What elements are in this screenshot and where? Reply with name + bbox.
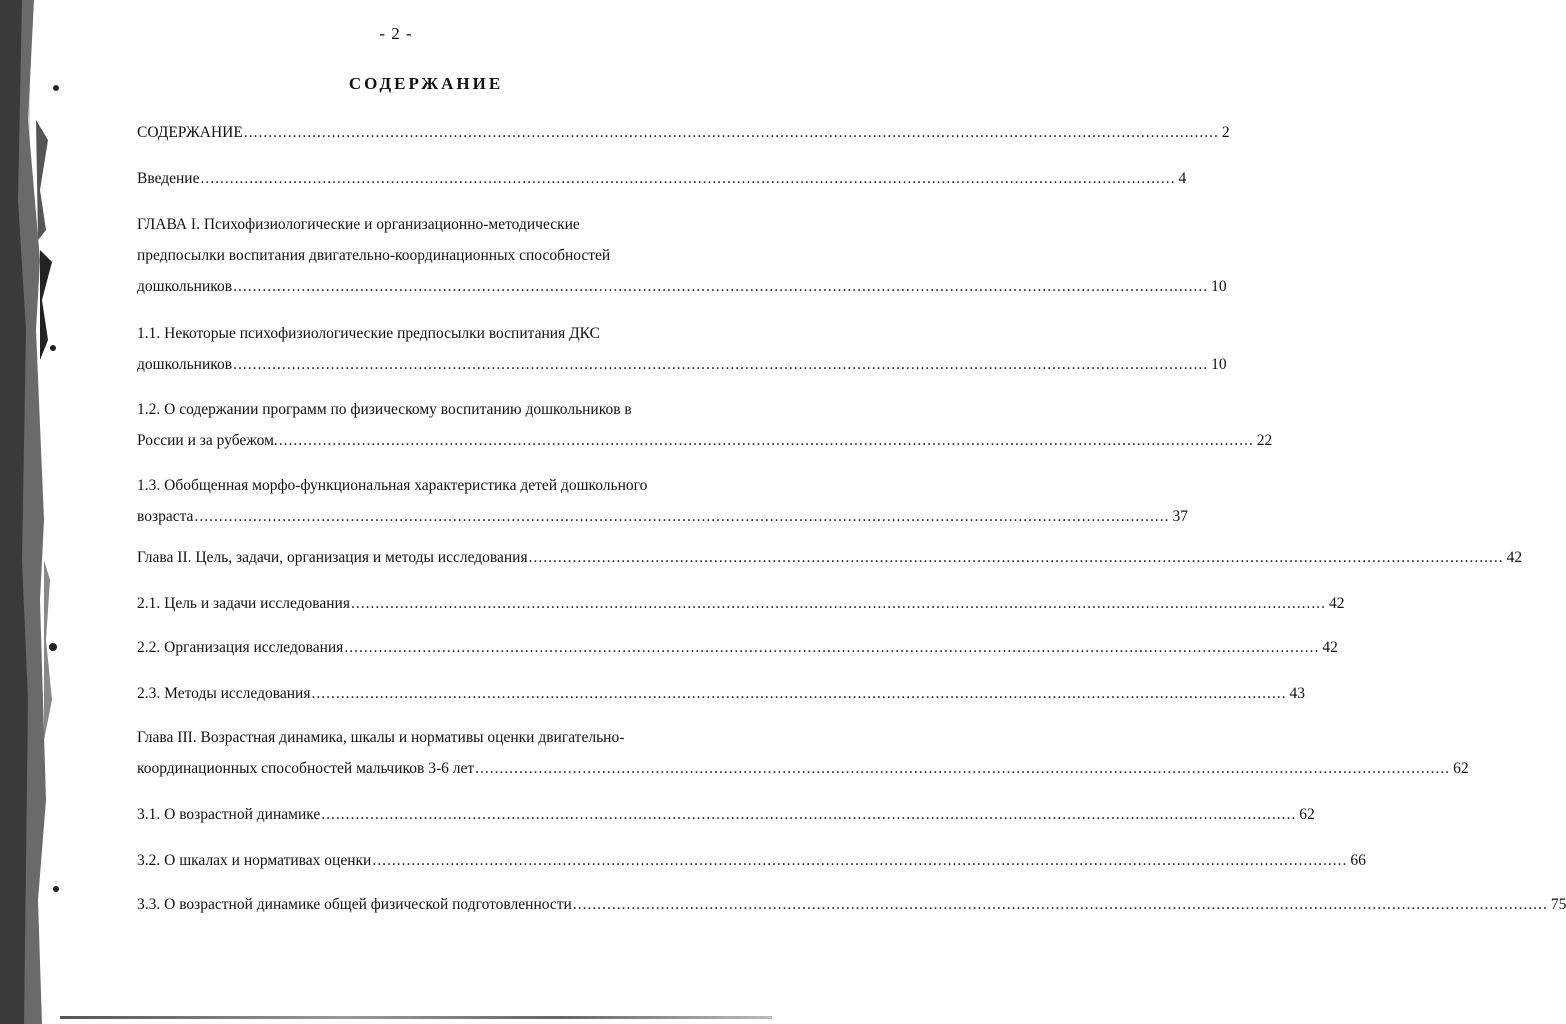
toc-page-number: 75 [1550,896,1566,913]
toc-page-number: 43 [1289,685,1305,702]
dot-leader: ........................................................................................................................................................................................................ [194,508,1170,525]
toc-entry[interactable] [137,542,1523,573]
dot-leader: ........................................................................................................................................................................................................ [344,639,1320,656]
toc-page-number: 22 [1256,432,1273,449]
toc-entry-row [137,799,1315,830]
toc-entry-title: 2.3. Методы исследования [137,685,311,702]
dot-leader: ........................................................................................................................................................................................................ [278,432,1254,449]
toc-entry-line: Глава III. Возрастная динамика, шкалы и нормативы оценки двигательно- [137,729,625,746]
toc-entry-row [137,117,1230,148]
toc-entry-title: 2.2. Организация исследования [137,639,344,656]
toc-entry[interactable] [137,632,1338,663]
dot-leader: ........................................................................................................................................................................................................ [200,170,1176,187]
toc-entry-row [137,889,1566,920]
toc-entry-row [137,845,1366,876]
scan-edge-artifact [0,0,80,1024]
toc-entry[interactable] [137,845,1366,876]
dot-leader: ........................................................................................................................................................................................................ [233,356,1209,373]
toc-page-number: 37 [1172,508,1188,525]
toc-page-number: 4 [1178,170,1187,187]
toc-page-number: 42 [1328,595,1345,612]
toc-page-number: 62 [1453,760,1469,777]
scan-bottom-edge [60,1016,772,1019]
toc-entry[interactable] [137,209,1227,302]
dot-leader: ........................................................................................................................................................................................................ [372,852,1348,869]
toc-entry-title: 3.3. О возрастной динамике общей физической подготовленности [137,896,572,913]
toc-entry-line: ГЛАВА I. Психофизиологические и организационно-методические [137,216,580,233]
toc-page-number: 62 [1299,806,1315,823]
toc-entry-title: 3.2. О шкалах и нормативах оценки [137,852,372,869]
toc-entry[interactable] [137,163,1187,194]
toc-entry-line: 1.1. Некоторые психофизиологические предпосылки воспитания ДКС [137,325,600,342]
toc-entry[interactable] [137,799,1315,830]
toc-entry-title: России и за рубежом. [137,432,278,449]
dot-leader: ........................................................................................................................................................................................................ [572,896,1548,913]
toc-entry-title: координационных способностей мальчиков 3-6 лет [137,760,475,777]
toc-entry-row [137,588,1345,619]
toc-entry[interactable] [137,678,1305,709]
toc-entry-title: СОДЕРЖАНИЕ [137,124,243,141]
toc-entry-title: 3.1. О возрастной динамике [137,806,321,823]
toc-entry-title: Введение [137,170,200,187]
toc-entry[interactable] [137,470,1188,532]
toc-entry-line: предпосылки воспитания двигательно-координационных способностей [137,247,611,264]
page-title: СОДЕРЖАНИЕ [348,74,504,93]
toc-page-number: 42 [1322,639,1338,656]
toc-entry-row [137,542,1523,573]
toc-entry-title: Глава II. Цель, задачи, организация и методы исследования [137,549,528,566]
toc-entry-row [137,501,1188,532]
toc-entry-row [137,271,1227,302]
toc-entry-row [137,678,1305,709]
dot-leader: ........................................................................................................................................................................................................ [233,278,1209,295]
toc-page-number: 2 [1221,124,1230,141]
toc-entry[interactable] [137,889,1566,920]
toc-entry-title: 2.1. Цель и задачи исследования [137,595,350,612]
toc-entry[interactable] [137,394,1273,456]
page-number: - 2 - [379,24,413,43]
dot-leader: ........................................................................................................................................................................................................ [243,124,1219,141]
toc-entry-row [137,632,1338,663]
toc-entry-title: дошкольников [137,356,233,373]
toc-page-number: 42 [1506,549,1523,566]
toc-entry-line: 1.3. Обобщенная морфо-функциональная характеристика детей дошкольного [137,477,648,494]
dot-leader: ........................................................................................................................................................................................................ [350,595,1326,612]
toc-entry-row [137,349,1227,380]
toc-page-number: 10 [1211,278,1227,295]
toc-entry-line: 1.2. О содержании программ по физическому воспитанию дошкольников в [137,401,632,418]
toc-entry[interactable] [137,117,1230,148]
toc-entry[interactable] [137,722,1469,784]
dot-leader: ........................................................................................................................................................................................................ [321,806,1297,823]
toc-entry[interactable] [137,318,1227,380]
toc-page-number: 66 [1350,852,1366,869]
dot-leader: ........................................................................................................................................................................................................ [475,760,1451,777]
toc-entry[interactable] [137,588,1345,619]
toc-entry-row [137,163,1187,194]
dot-leader: ........................................................................................................................................................................................................ [311,685,1287,702]
toc-entry-title: дошкольников [137,278,233,295]
dot-leader: ........................................................................................................................................................................................................ [528,549,1504,566]
toc-page-number: 10 [1211,356,1227,373]
toc-entry-title: возраста [137,508,194,525]
toc-entry-row [137,425,1273,456]
toc-entry-row [137,753,1469,784]
